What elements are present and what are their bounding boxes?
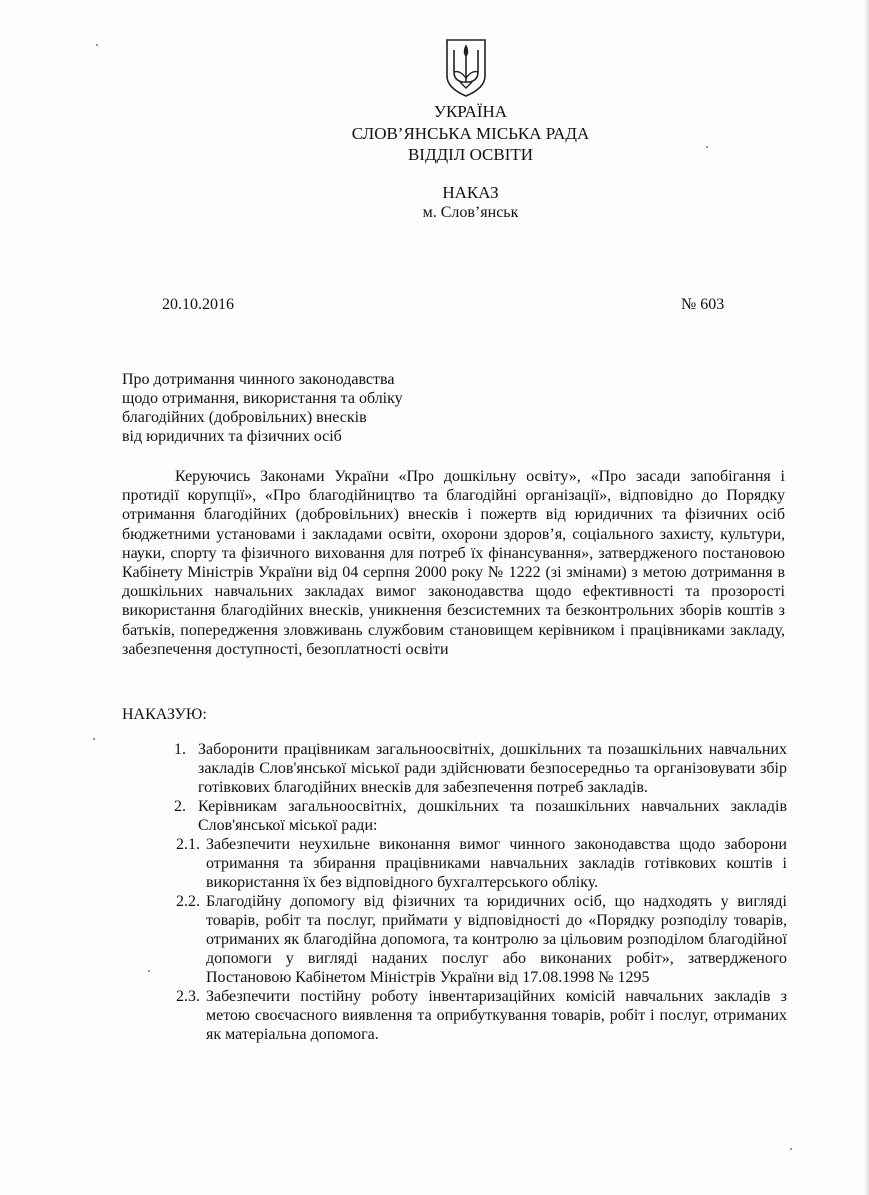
subject-line: від юридичних та фізичних осіб — [122, 428, 342, 445]
order-item — [122, 797, 787, 835]
preamble-paragraph: Керуючись Законами України «Про дошкільну освіту», «Про засади запобігання і протидії корупції», «Про благодійництво та благодійні організації», відповідно до Порядку отримання благодійних (добровільних) внесків і пожертв від юридичних та фізичних осіб бюджетними установами і закладами освіти, охорони здоров’я, соціального захисту, культури, науки, спорту та фізичного виховання для потреб їх фінансування», затвердженого постановою Кабінету Міністрів України від 04 серпня 2000 року № 1222 (зі змінами) з метою дотримання в дошкільних навчальних закладах вимог законодавства щодо ефективності та прозорості використання благодійних внесків, уникнення безсистемних та безконтрольних зборів коштів з батьків, попередження зловживань службовим становищем керівником і працівниками закладу, забезпечення доступності, безоплатності освіти — [122, 468, 785, 658]
subitem-text: Благодійну допомогу від фізичних та юридичних осіб, що надходять у вигляді товарів, робіт та послуг, приймати у відповідності до «Порядку розподілу товарів, отриманих як благодійна допомога, та контролю за цільовим розподілом благодійної допомоги у вигляді наданих послуг або виконаних робіт», затвердженого Постановою Кабінетом Міністрів України від 17.08.1998 № 1295 — [206, 893, 787, 986]
header-doc-type: НАКАЗ — [442, 183, 499, 202]
scan-speck — [790, 1148, 792, 1150]
subject-line: щодо отримання, використання та обліку — [122, 390, 403, 407]
order-date: 20.10.2016 — [162, 296, 234, 313]
header-department: ВІДДІЛ ОСВІТИ — [407, 145, 534, 164]
scan-speck — [706, 146, 708, 148]
order-word: НАКАЗУЮ: — [122, 706, 207, 723]
item-number: 2. — [174, 798, 186, 815]
preamble — [122, 467, 785, 659]
scan-speck — [148, 970, 150, 972]
item-number: 1. — [174, 741, 186, 758]
item-text: Керівникам загальноосвітніх, дошкільних та позашкільних навчальних закладів Слов'янської міської ради: — [198, 798, 787, 834]
order-subitem — [122, 892, 787, 987]
item-text: Заборонити працівникам загальноосвітніх, дошкільних та позашкільних навчальних закладів Слов'янської міської ради здійснювати безпосередньо та організовувати збір готівкових благодійних внесків для забезпечення потреб закладів. — [198, 741, 787, 796]
scan-speck — [96, 44, 98, 46]
header-city: м. Слов’янськ — [422, 204, 519, 221]
order-subject — [122, 370, 462, 446]
order-items — [122, 740, 787, 1044]
subitem-text: Забезпечити постійну роботу інвентаризаційних комісій навчальних закладів з метою своєчасного виявлення та оприбуткування товарів, робіт і послуг, отриманих як матеріальна допомога. — [206, 988, 787, 1043]
order-subitem — [122, 835, 787, 892]
header-country: УКРАЇНА — [433, 102, 508, 121]
scan-edge-shadow — [864, 0, 869, 1195]
order-item — [122, 740, 787, 797]
header-council: СЛОВ’ЯНСЬКА МІСЬКА РАДА — [351, 124, 590, 143]
subitem-number: 2.3. — [176, 988, 200, 1005]
subitem-number: 2.2. — [176, 893, 200, 910]
order-number: № 603 — [681, 296, 725, 313]
subitem-text: Забезпечити неухильне виконання вимог чинного законодавства щодо заборони отримання та збирання працівниками навчальних закладів готівкових коштів і використання їх без відповідного бухгалтерського обліку. — [206, 836, 787, 891]
trident-emblem-icon — [443, 38, 489, 98]
subitem-number: 2.1. — [176, 836, 200, 853]
subject-line: благодійних (добровільних) внесків — [122, 409, 367, 426]
scan-speck — [93, 738, 95, 740]
subject-line: Про дотримання чинного законодавства — [122, 371, 395, 388]
order-subitem — [122, 987, 787, 1044]
